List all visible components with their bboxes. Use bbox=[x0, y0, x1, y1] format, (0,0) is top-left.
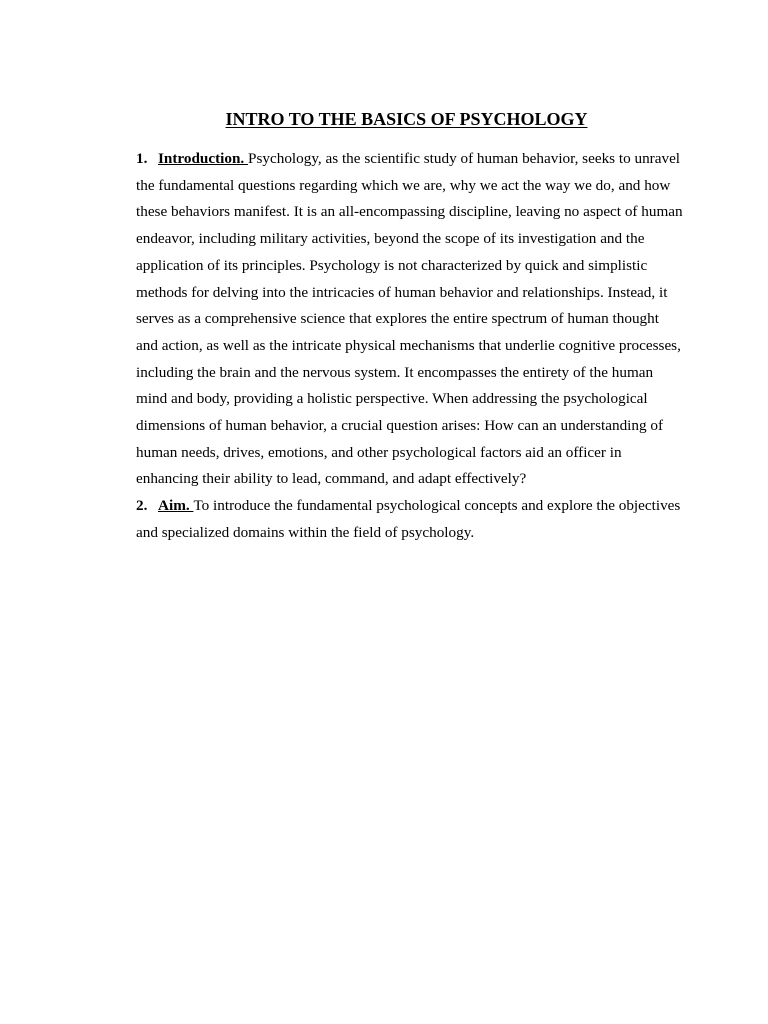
paragraph-introduction bbox=[136, 146, 683, 493]
paragraph-heading: Aim. bbox=[158, 497, 194, 515]
paragraph-aim bbox=[136, 493, 683, 546]
paragraph-text: To introduce the fundamental psychological concepts and explore the objectives and specialized domains within the field of psychology. bbox=[136, 497, 681, 541]
document-title: INTRO TO THE BASICS OF PSYCHOLOGY bbox=[225, 109, 588, 129]
document-body bbox=[136, 146, 683, 547]
paragraph-number: 1. bbox=[136, 150, 148, 167]
paragraph-heading: Introduction. bbox=[158, 150, 249, 167]
paragraph-text: Psychology, as the scientific study of human behavior, seeks to unravel the fundamental questions regarding which we are, why we act the way we do, and how these behaviors manifest. It is an all-encompassing discipline, leaving no aspect of human endeavor, including military activities, beyond the scope of its investigation and the application of its principles. Psychology is not characterized by quick and simplistic methods for delving into the intricacies of human behavior and relationships. Instead, it serves as a comprehensive science that explores the entire spectrum of human thought and action, as well as the intricate physical mechanisms that underlie cognitive processes, including the brain and the nervous system. It encompasses the entirety of the human mind and body, providing a holistic perspective. When addressing the psychological dimensions of human behavior, a crucial question arises: How can an understanding of human needs, drives, emotions, and other psychological factors aid an officer in enhancing their ability to lead, command, and adapt effectively? bbox=[136, 150, 683, 488]
paragraph-number: 2. bbox=[136, 497, 148, 515]
